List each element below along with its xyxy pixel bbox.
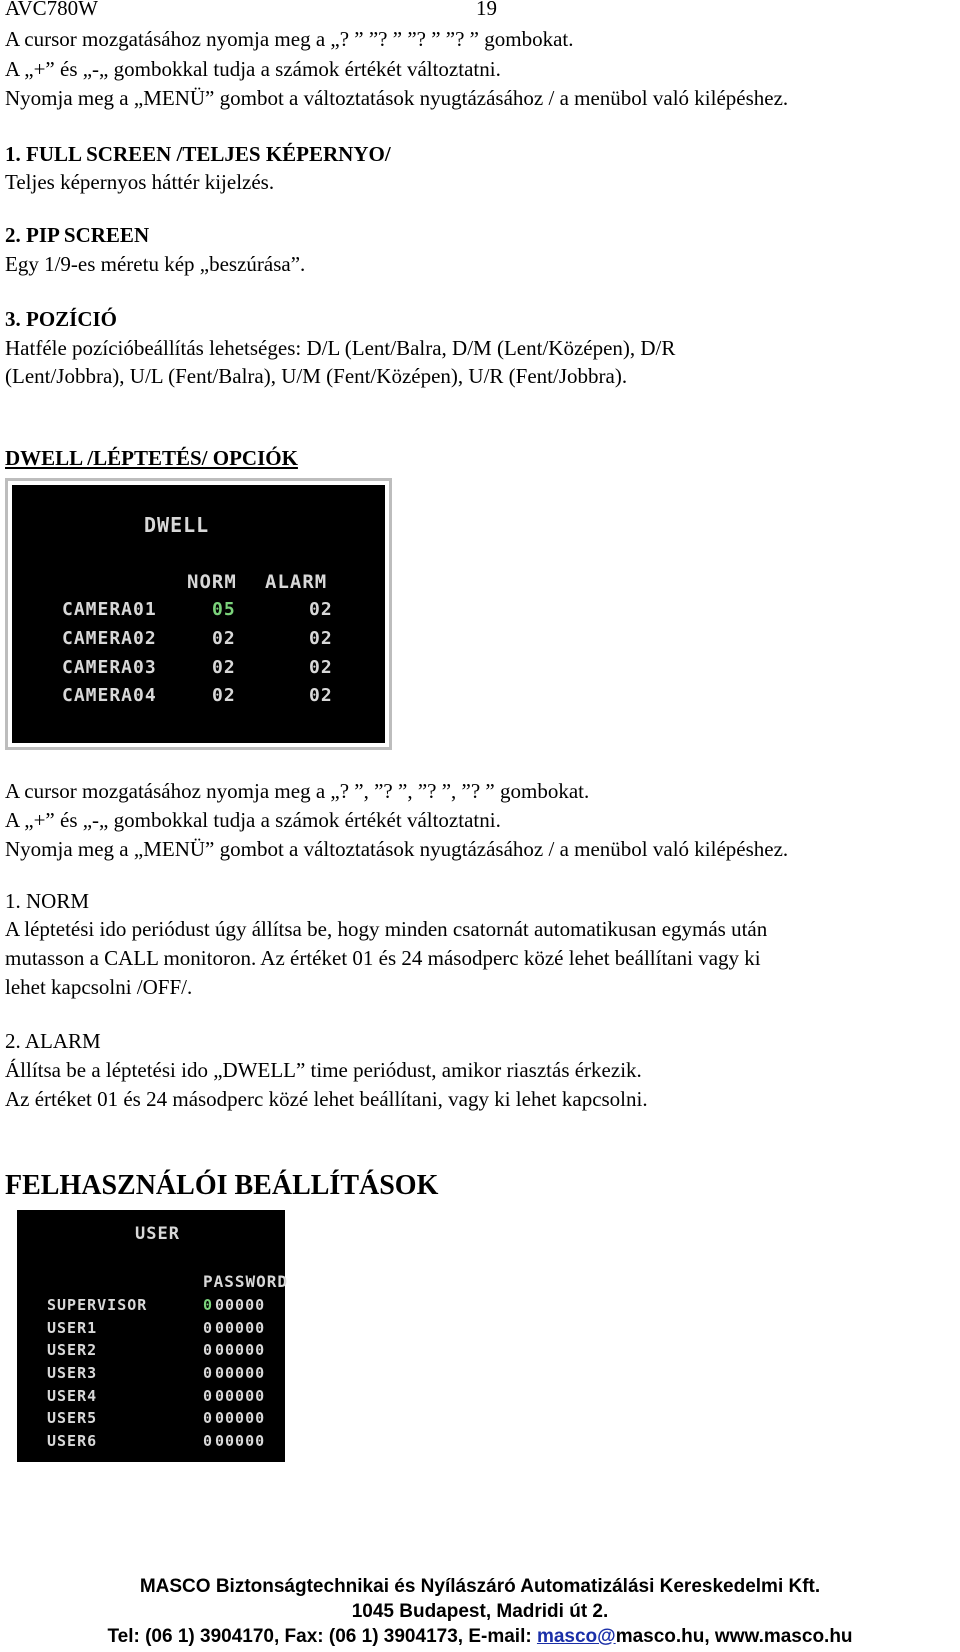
dwell-osd-norm-value: 05 [212, 599, 236, 620]
user-osd-col-password: PASSWORD [203, 1272, 289, 1291]
footer-contact-suffix: masco.hu, www.masco.hu [615, 1626, 853, 1647]
section-pip-title: 2. PIP SCREEN [5, 223, 150, 247]
dwell-line-2: A „+” és „-„ gombokkal tudja a számok értékét változtatni. [5, 808, 501, 832]
dwell-osd-alarm-value: 02 [309, 599, 333, 620]
section-position-title: 3. POZÍCIÓ [5, 307, 118, 331]
intro-line-1: A cursor mozgatásához nyomja meg a „? ” ”? ” ”? ” ”? ” gombokat. [5, 27, 574, 51]
dwell-osd-screenshot [5, 478, 392, 750]
alarm-text-1: Állítsa be a léptetési ido „DWELL” time periódust, amikor riasztás érkezik. [5, 1058, 642, 1082]
user-settings-heading: FELHASZNÁLÓI BEÁLLÍTÁSOK [5, 1170, 439, 1201]
dwell-osd-screen [12, 485, 385, 743]
alarm-text-2: Az értéket 01 és 24 másodperc közé lehet beállítani, vagy ki lehet kapcsolni. [5, 1087, 648, 1111]
user-osd-password-first: 0 [203, 1341, 214, 1359]
email-link[interactable]: masco@ [536, 1626, 616, 1647]
dwell-osd-alarm-value: 02 [309, 628, 333, 649]
dwell-heading: DWELL /LÉPTETÉS/ OPCIÓK [5, 446, 298, 470]
section-position-text-2: (Lent/Jobbra), U/L (Fent/Balra), U/M (Fent/Középen), U/R (Fent/Jobbra). [5, 364, 628, 388]
footer-contact [0, 1626, 960, 1648]
dwell-line-3: Nyomja meg a „MENÜ” gombot a változtatások nyugtázásához / a menübol való kilépéshez. [5, 837, 789, 861]
dwell-osd-camera: CAMERA04 [62, 685, 157, 706]
norm-text-3: lehet kapcsolni /OFF/. [5, 975, 193, 999]
dwell-osd-norm-value: 02 [212, 685, 236, 706]
user-osd-name: USER2 [47, 1341, 98, 1359]
user-osd-name: USER1 [47, 1319, 98, 1337]
user-osd-password: 00000 [215, 1409, 266, 1427]
footer-contact-prefix: Tel: (06 1) 3904170, Fax: (06 1) 3904173, E-mail: [107, 1626, 537, 1647]
user-osd-password: 00000 [215, 1432, 266, 1450]
user-osd-password-first: 0 [203, 1387, 214, 1405]
user-osd-password-first: 0 [203, 1409, 214, 1427]
user-osd-screen [17, 1210, 289, 1462]
dwell-osd-camera: CAMERA03 [62, 657, 157, 678]
user-osd-name: USER5 [47, 1409, 98, 1427]
norm-text-1: A léptetési ido periódust úgy állítsa be, hogy minden csatornát automatikusan egymás után [5, 917, 768, 941]
user-osd-password: 00000 [215, 1341, 266, 1359]
intro-line-2: A „+” és „-„ gombokkal tudja a számok értékét változtatni. [5, 57, 501, 81]
user-osd-password: 00000 [215, 1364, 266, 1382]
user-osd-screenshot [17, 1210, 289, 1462]
section-pip-text: Egy 1/9-es méretu kép „beszúrása”. [5, 252, 306, 276]
dwell-osd-alarm-value: 02 [309, 657, 333, 678]
norm-title: 1. NORM [5, 889, 90, 913]
footer-company: MASCO Biztonságtechnikai és Nyílászáró Automatizálási Kereskedelmi Kft. [139, 1576, 821, 1597]
intro-line-3: Nyomja meg a „MENÜ” gombot a változtatások nyugtázásához / a menübol való kilépéshez. [5, 86, 789, 110]
user-osd-title: USER [135, 1224, 180, 1244]
dwell-osd-alarm-value: 02 [309, 685, 333, 706]
user-osd-password-first: 0 [203, 1319, 214, 1337]
dwell-osd-camera: CAMERA02 [62, 628, 157, 649]
document-id: AVC780W [5, 0, 98, 20]
alarm-title: 2. ALARM [5, 1029, 101, 1053]
norm-text-2: mutasson a CALL monitoron. Az értéket 01 és 24 másodperc közé lehet beállítani vagy ki [5, 946, 761, 970]
user-osd-password-cursor: 0 [203, 1296, 214, 1314]
dwell-osd-norm-value: 02 [212, 657, 236, 678]
footer-address: 1045 Budapest, Madridi út 2. [351, 1601, 609, 1622]
user-osd-password-first: 0 [203, 1432, 214, 1450]
dwell-osd-col-norm: NORM [187, 571, 237, 593]
dwell-osd-camera: CAMERA01 [62, 599, 157, 620]
user-osd-password: 00000 [215, 1296, 266, 1314]
page-number: 19 [476, 0, 497, 20]
user-osd-password: 00000 [215, 1387, 266, 1405]
dwell-osd-norm-value: 02 [212, 628, 236, 649]
user-osd-name: USER3 [47, 1364, 98, 1382]
user-osd-name: USER4 [47, 1387, 98, 1405]
user-osd-name: USER6 [47, 1432, 98, 1450]
section-full-screen-text: Teljes képernyos háttér kijelzés. [5, 170, 275, 194]
user-osd-password-first: 0 [203, 1364, 214, 1382]
user-osd-password: 00000 [215, 1319, 266, 1337]
section-position-text-1: Hatféle pozícióbeállítás lehetséges: D/L (Lent/Balra, D/M (Lent/Középen), D/R [5, 336, 676, 360]
dwell-osd-title: DWELL [144, 513, 210, 537]
user-osd-name: SUPERVISOR [47, 1296, 148, 1314]
section-full-screen-title: 1. FULL SCREEN /TELJES KÉPERNYO/ [5, 142, 391, 166]
dwell-osd-col-alarm: ALARM [265, 571, 328, 593]
dwell-line-1: A cursor mozgatásához nyomja meg a „? ”, ”? ”, ”? ”, ”? ” gombokat. [5, 779, 590, 803]
